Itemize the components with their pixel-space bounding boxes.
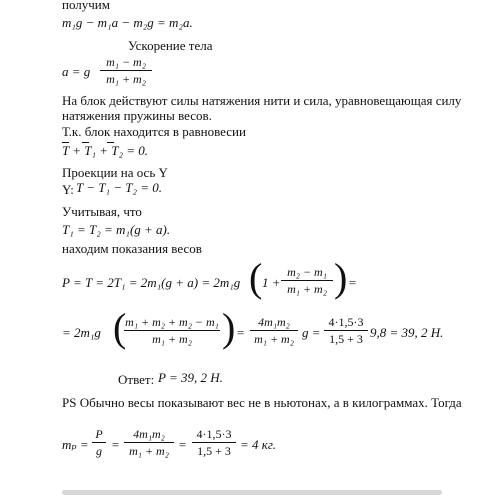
equation-one-plus: 1 + [262, 275, 281, 290]
equation-mass-lhs: mₚ = [62, 437, 89, 452]
equation-result: 9,8 = 39, 2 H. [370, 325, 444, 340]
fraction-denominator: m₁ + m₂ [287, 282, 327, 296]
fraction-numeric [324, 315, 368, 346]
fraction-expand [124, 315, 220, 346]
equation-equals: = [178, 437, 187, 452]
vector-bar [82, 142, 89, 143]
text-ps-note: PS Обычно весы показывают вес не в ньютонах, а в килограммах. Тогда [62, 395, 462, 410]
equation-mass-result: = 4 кг. [240, 437, 277, 452]
paren-open: ( [113, 305, 127, 350]
fraction-denominator: m₁ + m₂ [129, 444, 169, 458]
equation-g-equals: g = [302, 325, 321, 340]
fraction-numerator: 4·1,5·3 [196, 427, 232, 441]
equation-acceleration-lhs: a = g [62, 64, 91, 79]
fraction-denominator: 1,5 + 3 [329, 332, 363, 346]
equation-equals: = [348, 275, 357, 290]
text-forces-line2: натяжения пружины весов. [62, 108, 212, 123]
text-projection: Проекции на ось Y [62, 165, 168, 180]
fraction-numerator: 4·1,5·3 [328, 315, 364, 329]
fraction-numerator: P [95, 427, 103, 441]
fraction-denominator: m₁ + m₂ [106, 72, 146, 86]
text-equilibrium: Т.к. блок находится в равновесии [62, 124, 246, 139]
fraction-denominator: g [96, 444, 102, 458]
fraction-numerator: m₂ − m₁ [287, 265, 327, 279]
fraction-denominator: 1,5 + 3 [197, 444, 231, 458]
fraction-acceleration [100, 55, 152, 86]
fraction-weight [281, 265, 333, 296]
text-find-readings: находим показания весов [62, 241, 202, 256]
horizontal-scrollbar[interactable] [62, 490, 442, 495]
equation-motion: m₁g − m₁a − m₂g = m₂a. [62, 15, 193, 30]
equation-answer: P = 39, 2 H. [158, 370, 223, 385]
vector-bar [62, 142, 69, 143]
fraction-mass-numeric [192, 427, 236, 458]
equation-projection: T − T₁ − T₂ = 0. [76, 180, 163, 195]
fraction-numerator: 4m₁m₂ [258, 315, 290, 329]
equation-weight-lhs: P = T = 2T₁ = 2m₁(g + a) = 2m₁g [62, 275, 241, 290]
fraction-p-over-g [92, 427, 106, 458]
text-y-axis-label: Y: [62, 182, 74, 197]
paren-close: ) [334, 255, 348, 300]
equation-equilibrium: T + T₁ + T₂ = 0. [62, 143, 149, 158]
fraction-numerator: m₁ + m₂ + m₂ − m₁ [125, 315, 219, 329]
equation-expand-lhs: = 2m₁g [62, 325, 101, 340]
fraction-denominator: m₁ + m₂ [254, 332, 294, 346]
equation-equals: = [236, 325, 245, 340]
equation-equals: = [111, 437, 120, 452]
paren-close: ) [222, 305, 236, 350]
fraction-denominator: m₁ + m₂ [152, 332, 192, 346]
text-forces-line1: На блок действуют силы натяжения нити и сила, уравновещающая силу [62, 93, 462, 108]
fraction-numerator: 4m₁m₂ [133, 427, 165, 441]
text-acceleration-heading: Ускорение тела [128, 38, 213, 53]
vector-bar [107, 142, 114, 143]
text-answer-label: Ответ: [118, 372, 155, 387]
fraction-mass-simplified [124, 427, 174, 458]
text-poluchim: получим [62, 0, 110, 12]
fraction-simplified [250, 315, 298, 346]
fraction-numerator: m₁ − m₂ [106, 55, 146, 69]
paren-open: ( [249, 255, 263, 300]
equation-tensions: T₁ = T₂ = m₁(g + a). [62, 222, 171, 237]
text-considering: Учитывая, что [62, 204, 142, 219]
